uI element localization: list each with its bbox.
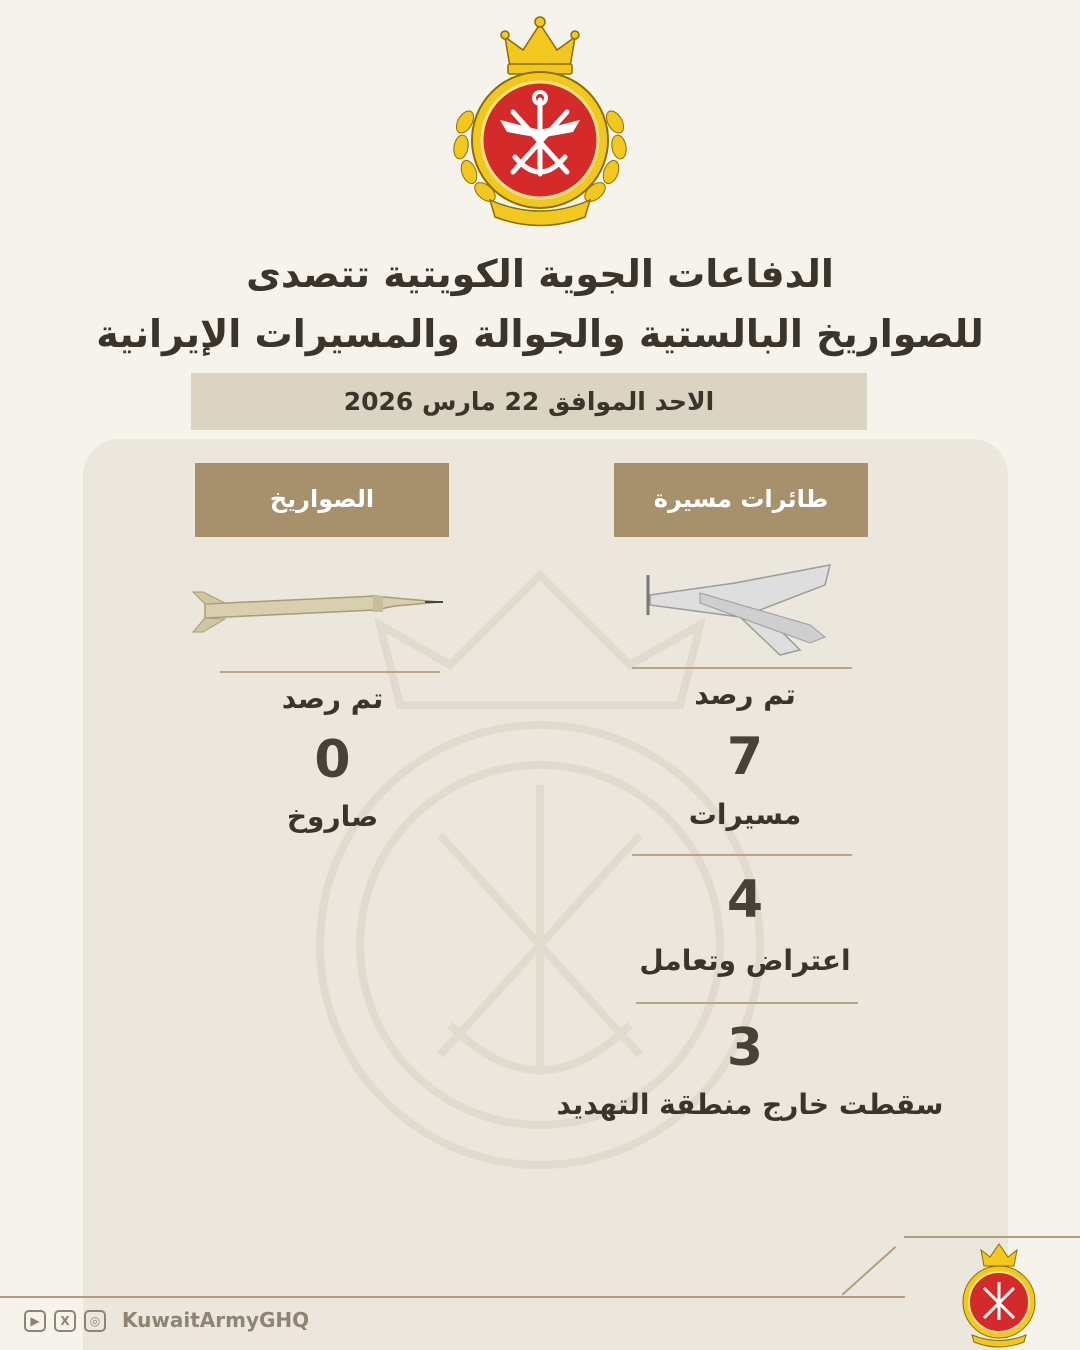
drone-icon [640,555,845,665]
footer-line [0,1296,905,1298]
drones-fell-outside-count: 3 [726,1018,764,1078]
missiles-header: الصواريخ [195,463,449,537]
instagram-icon[interactable]: ◎ [84,1310,106,1332]
ghq-emblem-small-logo [952,1240,1047,1348]
ghq-emblem-logo [445,12,635,232]
social-handle[interactable]: KuwaitArmyGHQ [122,1308,310,1332]
missiles-detected-label: تم رصد [281,682,384,715]
x-icon[interactable]: X [54,1310,76,1332]
drones-detected-unit: مسيرات [688,798,802,831]
missiles-detected-count: 0 [314,730,351,790]
missiles-detected-unit: صاروخ [286,800,379,833]
youtube-icon[interactable]: ▶ [24,1310,46,1332]
drones-detected-count: 7 [726,727,764,787]
drones-header: طائرات مسيرة [614,463,868,537]
drones-divider-1 [632,667,852,669]
title-line-1: الدفاعات الجوية الكويتية تتصدى [246,252,834,296]
drones-divider-2 [632,854,852,856]
drones-intercepted-count: 4 [726,870,764,930]
footer-top-line [904,1236,1080,1238]
drones-divider-3 [636,1002,858,1004]
title-line-2: للصواريخ البالستية والجوالة والمسيرات الإيرانية [96,312,984,356]
drones-detected-label: تم رصد [694,678,796,711]
drones-intercepted-label: اعتراض وتعامل [639,944,851,977]
missiles-divider [220,671,440,673]
date-bar: الاحد الموافق 22 مارس 2026 [191,373,867,430]
drones-fell-outside-label: سقطت خارج منطقة التهديد [556,1088,944,1121]
ballistic-missile-icon [185,578,445,640]
